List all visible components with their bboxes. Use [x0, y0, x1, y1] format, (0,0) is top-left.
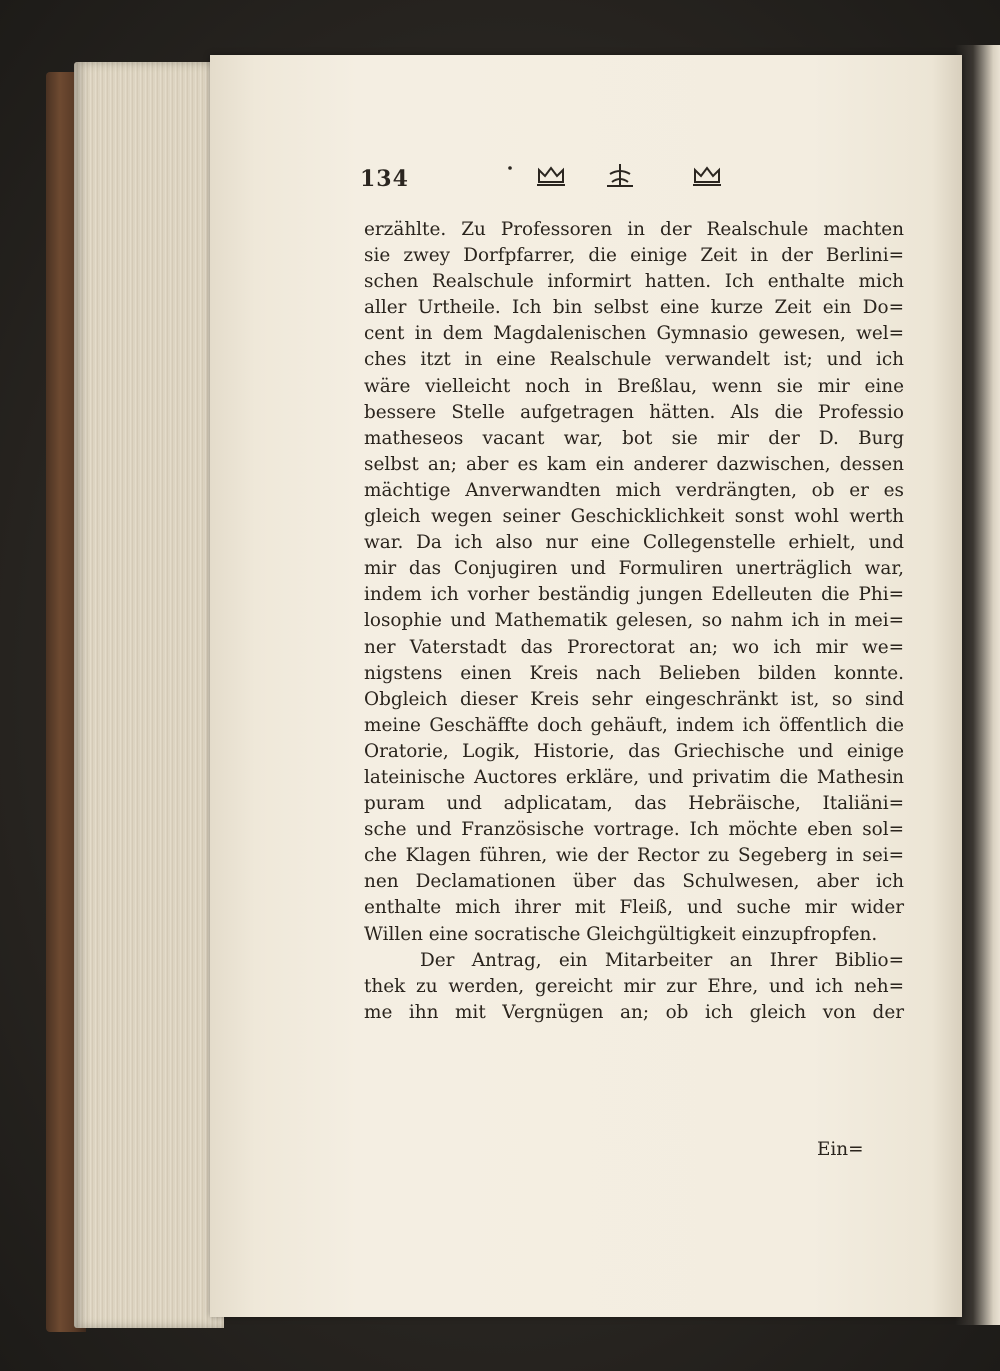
- text-line: Oratorie, Logik, Historie, das Griechische und einige: [364, 740, 904, 762]
- text-line: schen Realschule informirt hatten. Ich enthalte mich: [364, 271, 904, 293]
- text-line: nigstens einen Kreis nach Belieben bilden konnte.: [364, 662, 904, 684]
- text-line: selbst an; aber es kam ein anderer dazwischen, dessen: [364, 453, 904, 475]
- text-line: sie zwey Dorfpfarrer, die einige Zeit in der Berlini=: [364, 245, 904, 267]
- page-number: 134: [360, 166, 409, 192]
- text-line: Der Antrag, ein Mitarbeiter an Ihrer Biblio=: [420, 949, 904, 971]
- text-line: ches itzt in eine Realschule verwandelt ist; und ich: [364, 349, 904, 371]
- text-line: indem ich vorher beständig jungen Edelleuten die Phi=: [364, 584, 904, 606]
- text-line: war. Da ich also nur eine Collegenstelle erhielt, und: [364, 532, 904, 554]
- text-line: cent in dem Magdalenischen Gymnasio gewesen, wel=: [364, 323, 904, 345]
- text-line: gleich wegen seiner Geschicklichkeit sonst wohl werth: [364, 506, 904, 528]
- text-line: losophie und Mathematik gelesen, so nahm ich in mei=: [364, 610, 904, 632]
- text-line: che Klagen führen, wie der Rector zu Segeberg in sei=: [364, 845, 904, 867]
- text-line: wäre vielleicht noch in Breßlau, wenn sie mir eine: [364, 375, 904, 397]
- text-line: Willen eine socratische Gleichgültigkeit einzupfropfen.: [364, 923, 878, 945]
- text-line: mächtige Anverwandten mich verdrängten, ob er es: [364, 479, 904, 501]
- text-line: enthalte mich ihrer mit Fleiß, und suche mir wider: [364, 897, 904, 919]
- text-line: meine Geschäffte doch gehäuft, indem ich öffentlich die: [364, 714, 904, 736]
- page-edges: [74, 62, 224, 1328]
- text-line: matheseos vacant war, bot sie mir der D. Burg: [364, 427, 904, 449]
- crown-ornament-icon: [505, 160, 735, 190]
- body-text: [364, 217, 904, 1026]
- text-line: Obgleich dieser Kreis sehr eingeschränkt ist, so sind: [364, 688, 904, 710]
- text-line: erzählte. Zu Professoren in der Realschule machten: [364, 219, 904, 240]
- text-line: bessere Stelle aufgetragen hätten. Als die Professio: [364, 401, 904, 423]
- text-line: mir das Conjugiren und Formuliren unerträglich war,: [364, 558, 904, 580]
- text-line: me ihn mit Vergnügen an; ob ich gleich von der: [364, 1001, 904, 1023]
- text-line: ner Vaterstadt das Prorectorat an; wo ich mir we=: [364, 636, 904, 658]
- text-line: sche und Französische vortrage. Ich möchte eben sol=: [364, 819, 904, 841]
- text-line: thek zu werden, gereicht mir zur Ehre, und ich neh=: [364, 975, 904, 997]
- text-line: puram und adplicatam, das Hebräische, Italiäni=: [364, 793, 904, 815]
- text-line: nen Declamationen über das Schulwesen, aber ich: [364, 871, 904, 893]
- text-line: aller Urtheile. Ich bin selbst eine kurze Zeit ein Do=: [364, 297, 904, 319]
- text-line: lateinische Auctores erkläre, und privatim die Mathesin: [364, 766, 904, 788]
- catchword: Ein=: [817, 1139, 864, 1160]
